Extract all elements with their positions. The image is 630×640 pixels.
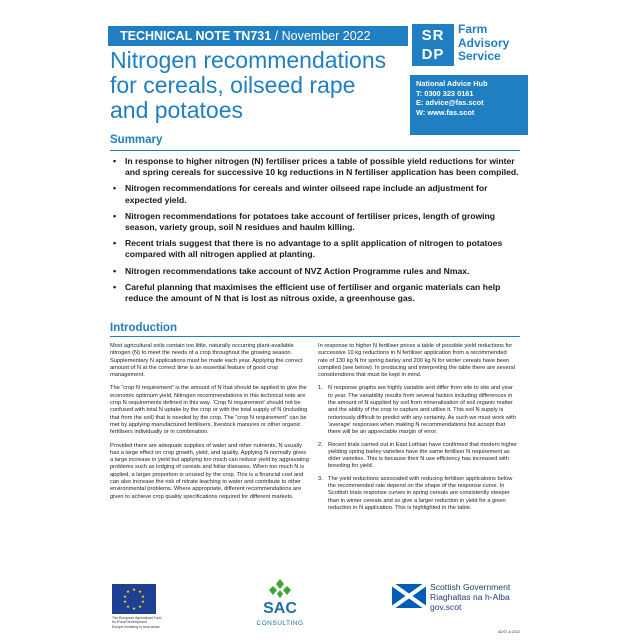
intro-right-column bbox=[318, 343, 518, 517]
list-item bbox=[318, 385, 518, 436]
eu-flag-icon: ★ ★ ★ ★ ★ ★ ★ ★ ★ ★ bbox=[112, 584, 156, 614]
technical-note-bar bbox=[108, 26, 408, 46]
fas-logo-block bbox=[410, 20, 528, 72]
gov-text-line: Scottish Government bbox=[430, 582, 511, 592]
paragraph: Provided there are adequate supplies of water and other nutrients, N usually has a large effect on crop growth, yield, and quality. Applying N normally gives a large increase in yield but applying too much can reduce yield by aggravating problems such as lodging of cereals and foliar diseases. When too much N is applied, a larger proportion is unused by the crop. This is a financial cost and can also increase the risk of nitrate leaching to water and contribute to other environmental problems. Where appropriate, different recommendations are given to achieve crop quality specifications required for different markets. bbox=[110, 442, 309, 500]
paragraph: The “crop N requirement” is the amount of N that should be applied to give the economic optimum yield. Nitrogen recommendations in this technical note are crop N requirements defined in this way. ‘Crop N requirement’ should not be confused with total N uptake by the crop or with the total supply of N (including that from the soil) that is needed by the crop. The “crop N requirement” can be met by applying manufactured fertilisers, livestock manures or other organic fertilisers individually or in combination. bbox=[110, 385, 308, 436]
list-item: • In response to higher nitrogen (N) fertiliser prices a table of possible yield reductions for winter and spring cereals for successive 10 kg reductions in N fertiliser application has been compiled. bbox=[112, 156, 522, 178]
title-line: Nitrogen recommendations bbox=[110, 47, 387, 73]
fas-name-line: Service bbox=[458, 49, 501, 63]
title-line: for cereals, oilseed rape bbox=[110, 72, 356, 98]
list-number: 2. bbox=[318, 441, 323, 448]
numbered-list bbox=[318, 385, 518, 512]
eu-text-line: for Rural Development bbox=[112, 620, 148, 625]
note-date: / November 2022 bbox=[271, 29, 371, 43]
hub-phone: T: 0300 323 0161 bbox=[416, 88, 474, 98]
scottish-government-logo-text bbox=[430, 582, 510, 612]
list-item: • Nitrogen recommendations take account of NVZ Action Programme rules and Nmax. bbox=[112, 266, 522, 277]
saltire-flag-icon bbox=[392, 584, 426, 608]
hub-title: National Advice Hub bbox=[416, 79, 488, 88]
list-number: 1. bbox=[318, 385, 323, 392]
sac-consulting-logo bbox=[250, 576, 310, 636]
fas-name-line: Farm bbox=[458, 22, 488, 36]
paragraph: Most agricultural soils contain too little, naturally occurring plant-available nitrogen (N) to meet the needs of a crop throughout the growing season. Supplementary N applications must be made each year. Applying the correct amount of N at the correct time is an essential feature of good crop management. bbox=[110, 343, 303, 379]
gov-text-line: Riaghaltas na h-Alba bbox=[430, 592, 510, 602]
hub-web: W: www.fas.scot bbox=[416, 107, 475, 117]
logo-letters-bottom: DP bbox=[421, 46, 445, 63]
list-item: • Careful planning that maximises the efficient use of fertiliser and organic materials can help reduce the amount of N that is lost as nitrous oxide, a greenhouse gas. bbox=[112, 282, 522, 304]
list-item: • Nitrogen recommendations for potatoes take account of fertiliser prices, length of growing season, variety group, soil N residues and haulm killing. bbox=[112, 211, 522, 233]
list-item bbox=[318, 442, 518, 471]
advice-hub-box bbox=[410, 75, 528, 135]
divider bbox=[110, 150, 520, 151]
hub-email: E: advice@fas.scot bbox=[416, 98, 484, 108]
intro-left-column bbox=[110, 343, 310, 507]
list-number: 3. bbox=[318, 475, 323, 482]
list-text: Recent trials carried out in East Lothian have confirmed that modern higher yielding spring barley varieties have the same fertiliser N requirement as older varieties. This is because their N use efficiency has increased with breeding for yield. bbox=[328, 441, 518, 470]
paragraph: In response to higher N fertiliser prices a table of possible yield reductions for successive 10 kg reductions in N fertiliser application from a recommended rate of 130 kg N for spring barley and 200 kg N for winter cereals have been compiled (see below). In producing and interpreting the table there are several considerations that must be kept in mind. bbox=[318, 343, 515, 379]
introduction-heading: Introduction bbox=[110, 322, 178, 334]
summary-heading: Summary bbox=[110, 134, 163, 146]
fas-name bbox=[458, 23, 509, 64]
sac-name: SAC bbox=[263, 600, 297, 617]
divider bbox=[110, 336, 520, 337]
list-item bbox=[318, 476, 518, 512]
list-text: The yield reductions associated with reducing fertiliser applications below the recommended rate depend on the shape of the response curve. In Scottish trials response curves in spring cereals are consistently steeper than in winter cereals and so give a larger reduction in yield for a given reduction in N application. This is highlighted in the table. bbox=[328, 475, 513, 511]
page-title bbox=[110, 48, 410, 123]
note-label: TECHNICAL NOTE TN731 bbox=[120, 29, 272, 43]
eu-fund-text bbox=[112, 616, 212, 629]
title-line: and potatoes bbox=[110, 97, 244, 123]
list-item: • Nitrogen recommendations for cereals and winter oilseed rape include an adjustment for expected yield. bbox=[112, 183, 522, 205]
summary-bullets bbox=[112, 156, 522, 309]
list-text: N response graphs are highly variable and differ from site to site and year to year. The variability results from several factors including differences in the amount of N supplied by soil from mineralisation of soil organic matter and the ability of the crop to capture and utilise it. This soil N supply is notoriously difficult to predict with any certainty. As such we must work with ‘average’ responses when making N recommendations but accept that there will be an appreciable margin of error. bbox=[328, 385, 516, 436]
logo-letters-top: SR bbox=[421, 27, 445, 44]
list-item: • Recent trials suggest that there is no advantage to a split application of nitrogen to potatoes compared with all nitrogen applied at planting. bbox=[112, 238, 522, 260]
header bbox=[0, 20, 630, 132]
footer bbox=[0, 570, 630, 640]
sac-subtitle: CONSULTING bbox=[256, 620, 304, 627]
fas-name-line: Advisory bbox=[458, 35, 510, 50]
document-code: ADST-A 2022 bbox=[498, 630, 520, 634]
eu-text-line: The European Agricultural Fund bbox=[112, 616, 162, 620]
gov-text-line: gov.scot bbox=[430, 602, 462, 612]
sac-leaf-icon bbox=[268, 578, 292, 598]
srdp-logo-icon bbox=[412, 24, 454, 66]
eu-text-line: Europe investing in rural areas bbox=[112, 624, 160, 629]
